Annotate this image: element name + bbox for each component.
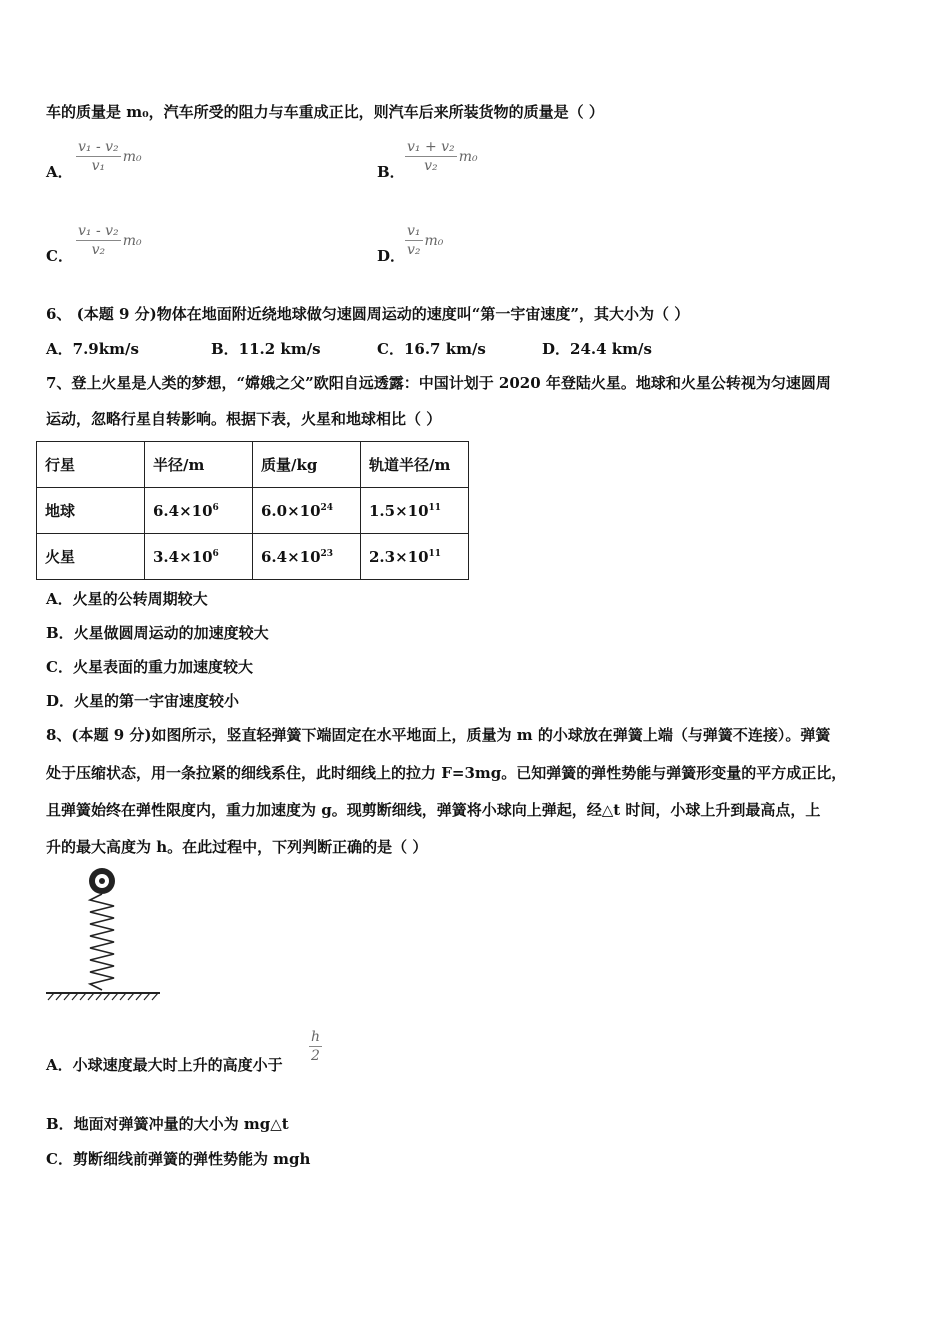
q8-stem-line-3: 且弹簧始终在弹性限度内，重力加速度为 g。现剪断细线，弹簧将小球向上弹起，经△t 时间，小球上升到最高点，上: [46, 801, 821, 819]
cell-radius: $6.4\times 10^6$: [145, 488, 253, 534]
ball-icon: [89, 868, 115, 894]
q6-option-a: A．7.9km/s: [46, 340, 139, 358]
cell-mass: $6.4\times 10^{23}$: [253, 534, 361, 580]
q5-option-a-formula: [76, 138, 142, 175]
q7-stem-line-1: 7、登上火星是人类的梦想，“嫦娥之父”欧阳自远透露：中国计划于 2020 年登陆火星。地球和火星公转视为匀速圆周: [46, 374, 831, 392]
q8-option-a: A．小球速度最大时上升的高度小于: [46, 1056, 283, 1074]
q8-option-a-fraction: [309, 1028, 322, 1065]
spring-ball-figure: [44, 866, 164, 1002]
table-row: [37, 534, 469, 580]
q5-b-denominator: v₂: [424, 158, 438, 174]
cell-orbit-radius: $1.5\times 10^{11}$: [361, 488, 469, 534]
q7-stem-line-2: 运动，忽略行星自转影响。根据下表，火星和地球相比（ ）: [46, 410, 442, 428]
q6-stem: 6、 (本题 9 分)物体在地面附近绕地球做匀速圆周运动的速度叫“第一宇宙速度”，其大小为（ ）: [46, 305, 690, 323]
header-mass: 质量/kg: [253, 442, 361, 488]
q7-option-d: D．火星的第一宇宙速度较小: [46, 692, 240, 710]
header-radius: 半径/m: [145, 442, 253, 488]
q5-c-mass: m₀: [122, 232, 142, 249]
q5-option-b-formula: [405, 138, 478, 175]
q8-a-denominator: 2: [311, 1048, 320, 1064]
q7-option-a: A．火星的公转周期较大: [46, 590, 208, 608]
cell-mass: $6.0\times 10^{24}$: [253, 488, 361, 534]
q5-d-denominator: v₂: [407, 242, 421, 258]
q7-option-c: C．火星表面的重力加速度较大: [46, 658, 253, 676]
q8-stem-line-4: 升的最大高度为 h。在此过程中，下列判断正确的是（ ）: [46, 838, 428, 856]
q8-option-c: C．剪断细线前弹簧的弹性势能为 mgh: [46, 1150, 311, 1168]
q5-c-numerator: v₁ - v₂: [78, 223, 119, 239]
q8-a-numerator: h: [311, 1029, 321, 1045]
q8-stem-line-2: 处于压缩状态，用一条拉紧的细线系住，此时细线上的拉力 F=3mg。已知弹簧的弹性势能与弹簧形变量的平方成正比，: [46, 764, 847, 782]
cell-planet-name: 火星: [37, 534, 145, 580]
q5-option-b-label: B．: [377, 163, 405, 181]
q6-option-b: B．11.2 km/s: [211, 340, 321, 358]
table-header-row: [37, 442, 469, 488]
table-row: [37, 488, 469, 534]
cell-orbit-radius: $2.3\times 10^{11}$: [361, 534, 469, 580]
q5-option-d-label: D．: [377, 247, 406, 265]
q5-a-mass: m₀: [122, 148, 142, 165]
q5-b-numerator: v₁ + v₂: [407, 139, 455, 155]
q6-option-d: D．24.4 km/s: [542, 340, 652, 358]
header-planet: 行星: [37, 442, 145, 488]
q5-option-d-formula: [405, 222, 443, 259]
q5-option-c-label: C．: [46, 247, 73, 265]
q5-stem: 车的质量是 m₀，汽车所受的阻力与车重成正比，则汽车后来所装货物的质量是（ ）: [46, 103, 604, 121]
header-orbit-radius: 轨道半径/m: [361, 442, 469, 488]
q5-a-denominator: v₁: [91, 158, 106, 174]
cell-planet-name: 地球: [37, 488, 145, 534]
q5-a-numerator: v₁ - v₂: [78, 139, 119, 155]
cell-radius: $3.4\times 10^6$: [145, 534, 253, 580]
spring-coil-icon: [90, 894, 114, 990]
q8-option-b: B．地面对弹簧冲量的大小为 mg△t: [46, 1115, 289, 1133]
q5-d-numerator: v₁: [407, 223, 421, 239]
q5-option-a-label: A．: [46, 163, 73, 181]
q7-option-b: B．火星做圆周运动的加速度较大: [46, 624, 269, 642]
ground-hatch-icon: [48, 993, 158, 1000]
q5-c-denominator: v₂: [91, 242, 106, 258]
q6-option-c: C．16.7 km/s: [377, 340, 486, 358]
q5-d-mass: m₀: [424, 232, 444, 249]
planet-table: [36, 441, 469, 580]
q5-option-c-formula: [76, 222, 142, 259]
q5-b-mass: m₀: [458, 148, 478, 165]
q8-stem-line-1: 8、(本题 9 分)如图所示，竖直轻弹簧下端固定在水平地面上，质量为 m 的小球放在弹簧上端（与弹簧不连接）。弹簧: [46, 726, 831, 744]
